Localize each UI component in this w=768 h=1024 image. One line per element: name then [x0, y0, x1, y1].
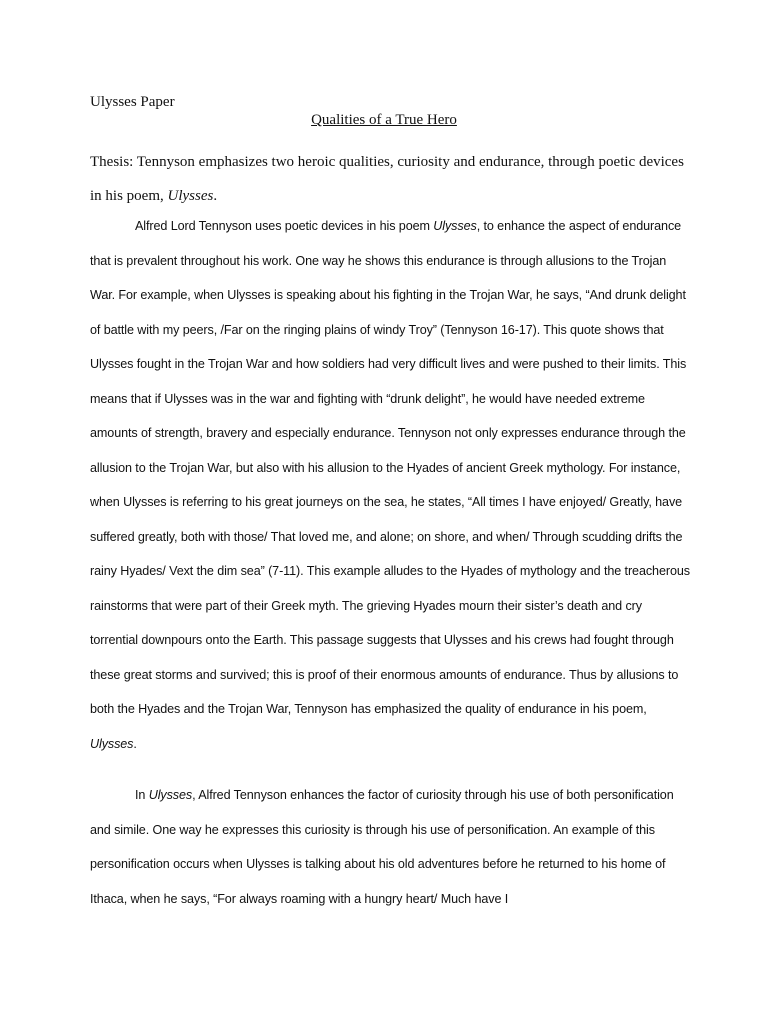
paragraph-curiosity-part1: In	[135, 788, 149, 802]
thesis-statement	[90, 145, 690, 213]
document-label: Ulysses Paper	[90, 94, 175, 110]
thesis-poem-title: Ulysses	[167, 188, 214, 204]
paragraph-endurance-part2: , to enhance the aspect of endurance that is prevalent throughout his work. One way he shows this endurance is through allusions to the Trojan War. For example, when Ulysses is speaking about his fighting in the Trojan War, he says, “And drunk delight of battle with my peers, /Far on the ringing plains of windy Troy” (Tennyson 16-17). This quote shows that Ulysses fought in the Trojan War and how soldiers had very difficult lives and were pushed to their limits. This means that if Ulysses was in the war and fighting with “drunk delight”, he would have needed extreme amounts of strength, bravery and especially endurance. Tennyson not only expresses endurance through the allusion to the Trojan War, but also with his allusion to the Hyades of ancient Greek mythology. For instance, when Ulysses is referring to his great journeys on the sea, he states, “All times I have enjoyed/ Greatly, have suffered greatly, both with those/ That loved me, and alone; on shore, and when/ Through scudding drifts the rainy Hyades/ Vext the dim sea” (7-11). This example alludes to the Hyades of mythology and the treacherous rainstorms that were part of their Greek myth. The grieving Hyades mourn their sister’s death and cry torrential downpours onto the Earth. This passage suggests that Ulysses and his crews had fought through these great storms and survived; this is proof of their enormous amounts of endurance. Thus by allusions to both the Hyades and the Trojan War, Tennyson has emphasized the quality of endurance in his poem,	[90, 219, 690, 716]
paragraph-curiosity-poem-title: Ulysses	[148, 788, 193, 802]
paragraph-endurance	[90, 209, 692, 761]
document-title	[0, 110, 768, 130]
paragraph-endurance-poem-title-1: Ulysses	[433, 219, 477, 233]
thesis-text: Thesis: Tennyson emphasizes two heroic qualities, curiosity and endurance, through poetic devices in his poem,	[90, 154, 684, 204]
thesis-end: .	[213, 188, 218, 204]
paragraph-curiosity-part2: , Alfred Tennyson enhances the factor of curiosity through his use of both personification and simile. One way he expresses this curiosity is through his use of personification. An example of this personification occurs when Ulysses is talking about his old adventures before he returned to his home of Ithaca, when he says, “For always roaming with a hungry heart/ Much have I	[90, 788, 674, 906]
paragraph-endurance-part1: Alfred Lord Tennyson uses poetic devices in his poem	[135, 219, 434, 233]
paragraph-endurance-poem-title-2: Ulysses	[90, 736, 134, 751]
document-title-text: Qualities of a True Hero	[311, 112, 457, 128]
paragraph-curiosity	[90, 778, 692, 916]
paragraph-endurance-part3: .	[133, 736, 137, 751]
